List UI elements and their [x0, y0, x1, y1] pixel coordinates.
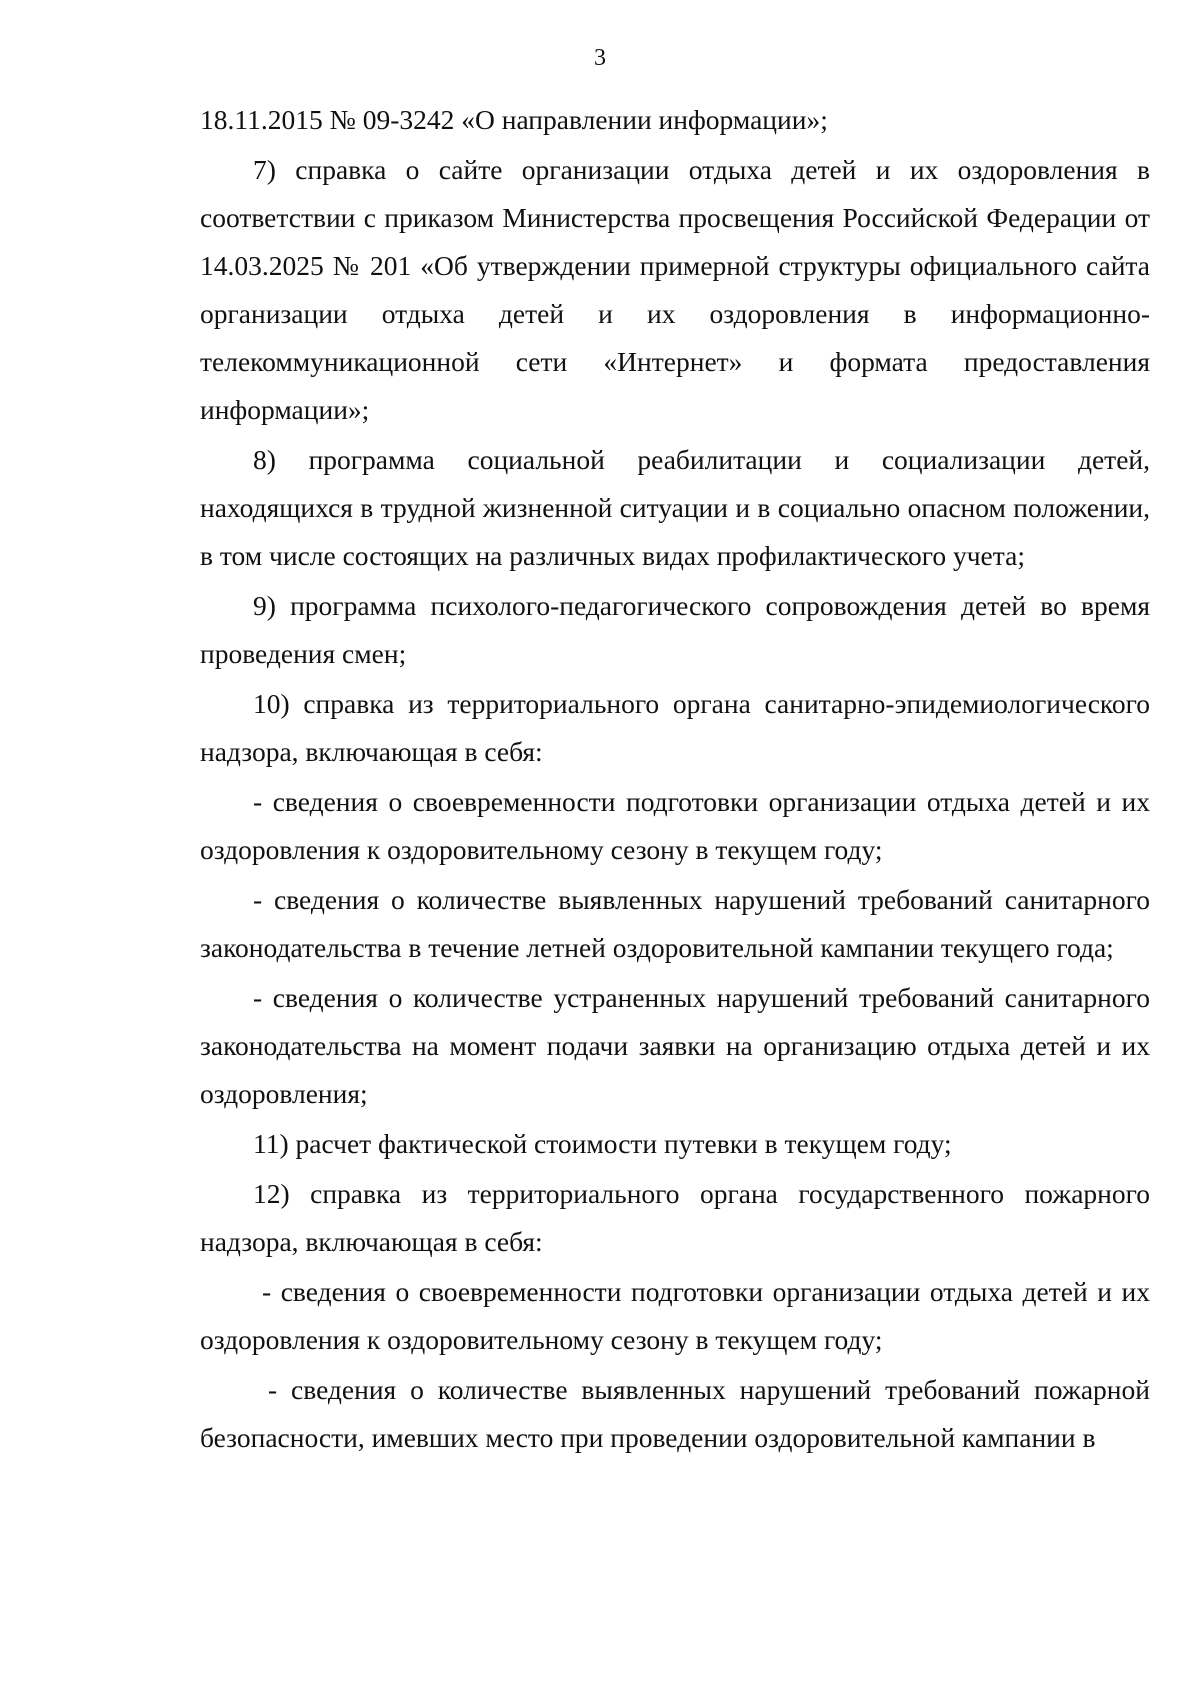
paragraph-item-8: 8) программа социальной реабилитации и социализации детей, находящихся в трудной жизненной ситуации и в социально опасном положении, в том числе состоящих на различных видах профилактического учета;: [200, 444, 1150, 571]
paragraph-item-12: 12) справка из территориального органа государственного пожарного надзора, включающая в себя:: [200, 1178, 1150, 1257]
paragraph-continuation: 18.11.2015 № 09-3242 «О направлении информации»;: [200, 104, 828, 135]
page-number: 3: [594, 45, 606, 71]
paragraph-item-7: 7) справка о сайте организации отдыха детей и их оздоровления в соответствии с приказом Министерства просвещения Российской Федерации от 14.03.2025 № 201 «Об утверждении примерной структуры официального сайта организации отдыха детей и их оздоровления в информационно-телекоммуникационной сети «Интернет» и формата предоставления информации»;: [200, 154, 1150, 425]
document-body: [200, 96, 1150, 1464]
paragraph-item-11: 11) расчет фактической стоимости путевки в текущем году;: [253, 1128, 952, 1159]
paragraph-bullet-fire-violations: - сведения о количестве выявленных нарушений требований пожарной безопасности, имевших место при проведении оздоровительной кампании в: [200, 1374, 1150, 1453]
paragraph-bullet-sanitary-violations: - сведения о количестве выявленных нарушений требований санитарного законодательства в течение летней оздоровительной кампании текущего года;: [200, 884, 1150, 963]
paragraph-item-10: 10) справка из территориального органа санитарно-эпидемиологического надзора, включающая в себя:: [200, 688, 1150, 767]
paragraph-item-9: 9) программа психолого-педагогического сопровождения детей во время проведения смен;: [200, 590, 1150, 669]
paragraph-bullet-sanitary-readiness: - сведения о своевременности подготовки организации отдыха детей и их оздоровления к оздоровительному сезону в текущем году;: [200, 786, 1150, 865]
paragraph-bullet-sanitary-fixed: - сведения о количестве устраненных нарушений требований санитарного законодательства на момент подачи заявки на организацию отдыха детей и их оздоровления;: [200, 982, 1150, 1109]
paragraph-bullet-fire-readiness: - сведения о своевременности подготовки организации отдыха детей и их оздоровления к оздоровительному сезону в текущем году;: [200, 1276, 1150, 1355]
